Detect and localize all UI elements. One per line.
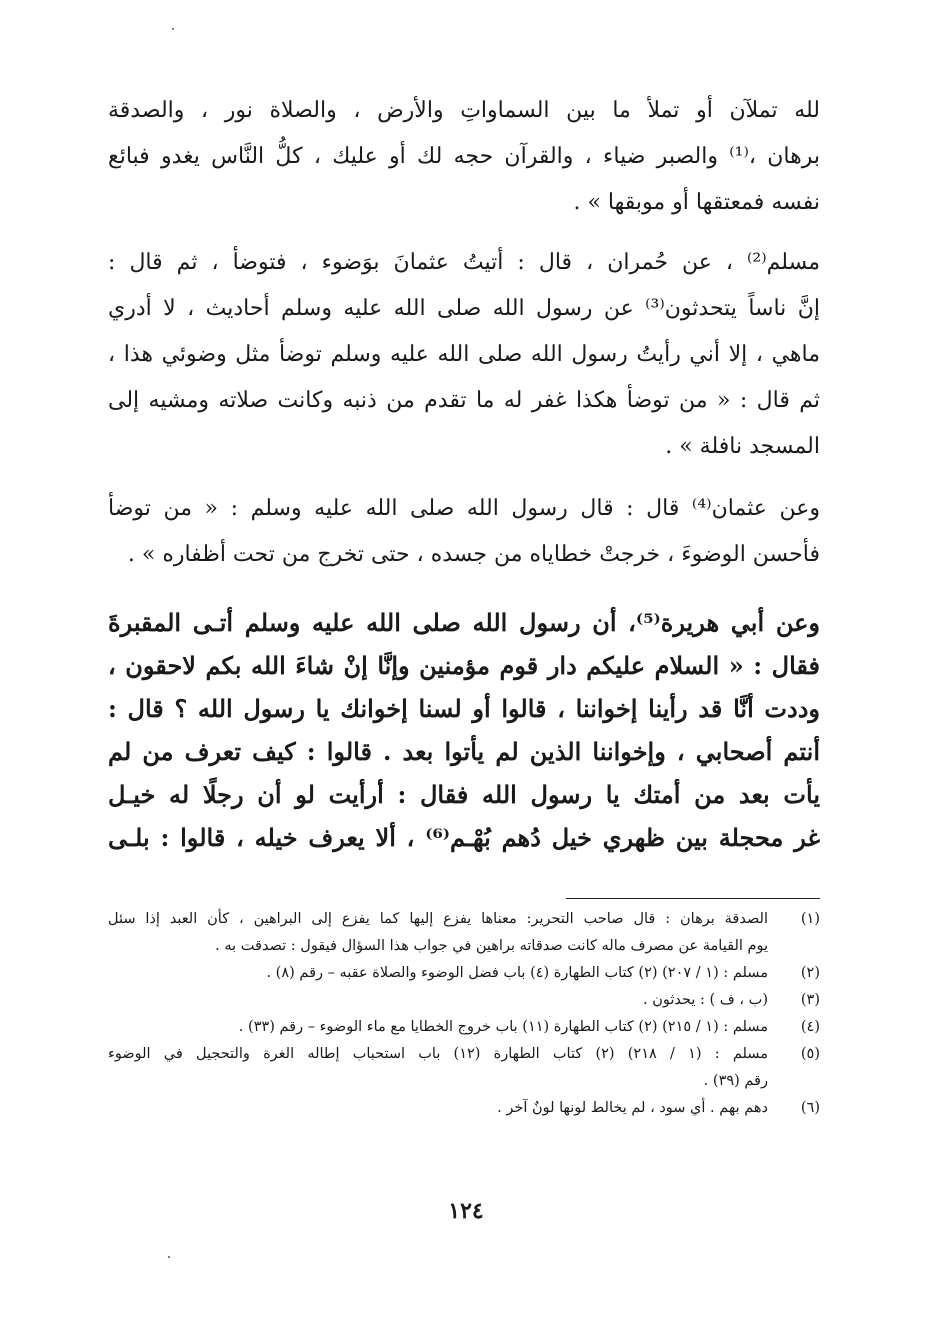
- text-line: مسلم⁽²⁾ ، عن حُمران ، قال : أتيتُ عثمانَ بوَضوء ، فتوضأ ، ثم قال :: [108, 250, 820, 275]
- footnote-5: [108, 1041, 820, 1095]
- footnote-4: [108, 1014, 820, 1041]
- paragraph-2: [108, 240, 820, 470]
- text-line: نفسه فمعتقها أو موبقها » .: [573, 190, 820, 215]
- text-line: إنَّ ناساً يتحدثون⁽³⁾ عن رسول الله صلى الله عليه وسلم أحاديث ، لا أدري: [108, 296, 820, 321]
- footnote-text: يوم القيامة عن مصرف ماله كانت صدقاته براهين في جواب هذا السؤال فيقول : تصدقت به .: [215, 938, 768, 954]
- text-line: ثم قال : « من توضأ هكذا غفر له ما تقدم من ذنبه وكانت صلاته ومشيه إلى: [108, 388, 820, 413]
- paragraph-4: [108, 601, 820, 859]
- text-line: ماهي ، إلا أني رأيتُ رسول الله صلى الله عليه وسلم توضأ مثل وضوئي هذا ،: [108, 342, 820, 367]
- footnote-2: [108, 960, 820, 987]
- footnote-number: (١): [800, 911, 820, 927]
- footnote-divider: [566, 898, 820, 899]
- footnote-text: مسلم : (١ / ٢١٥) (٢) كتاب الطهارة (١١) باب خروج الخطايا مع ماء الوضوء – رقم (٣٣) .: [238, 1019, 768, 1035]
- text-line: برهان ،⁽¹⁾ والصبر ضياء ، والقرآن حجه لك أو عليك ، كلُّ النَّاس يغدو فبائع: [108, 144, 820, 169]
- text-line: لله تملآن أو تملأ ما بين السماواتِ والأرض ، والصلاة نور ، والصدقة: [108, 98, 820, 123]
- footnote-text: مسلم : (١ / ٢٠٧) (٢) كتاب الطهارة (٤) باب فضل الوضوء والصلاة عقبه – رقم (٨) .: [266, 965, 768, 981]
- footnote-number: (٣): [800, 992, 820, 1008]
- footnote-1: [108, 906, 820, 960]
- paragraph-1: [108, 88, 820, 226]
- footnote-6: [108, 1095, 820, 1122]
- footnote-text: (ب ، ف ) : يحدثون .: [642, 992, 768, 1008]
- footnote-number: (٢): [800, 965, 820, 981]
- text-line: غر محجلة بين ظهري خيل دُهم بُهْـم⁽⁶⁾ ، ألا يعرف خيله ، قالوا : بلـى: [108, 823, 820, 852]
- text-line: فأحسن الوضوءَ ، خرجتْ خطاياه من جسده ، حتى تخرج من تحت أظفاره » .: [127, 542, 820, 567]
- footnote-text: مسلم : (١ / ٢١٨) (٢) كتاب الطهارة (١٢) باب استحباب إطاله الغرة والتحجيل في الوضوء: [108, 1046, 768, 1062]
- scan-speck: [168, 1256, 170, 1258]
- footnote-number: (٥): [800, 1046, 820, 1062]
- footnote-text: دهم بهم . أي سود ، لم يخالط لونها لونٌ آخر .: [497, 1100, 768, 1116]
- footnote-text: رقم (٣٩) .: [703, 1073, 768, 1089]
- footnote-number: (٤): [800, 1019, 820, 1035]
- footnotes: [108, 906, 820, 1122]
- scan-speck: [172, 28, 174, 30]
- text-line: المسجد نافلة » .: [665, 434, 820, 459]
- text-line: وددت أنَّا قد رأينا إخواننا ، قالوا أو لسنا إخوانك يا رسول الله ؟ قال :: [108, 694, 820, 723]
- text-line: وعن عثمان⁽⁴⁾ قال : قال رسول الله صلى الله عليه وسلم : « من توضأ: [108, 496, 820, 521]
- footnote-number: (٦): [800, 1100, 820, 1116]
- footnote-text: الصدقة برهان : قال صاحب التحرير: معناها يفزع إليها كما يفزع إلى البراهين ، كأن العبد إذا سئل: [108, 911, 768, 927]
- text-line: أنتم أصحابي ، وإخواننا الذين لم يأتوا بعد . قالوا : كيف تعرف من لم: [108, 737, 820, 766]
- page-number: ١٢٤: [448, 1198, 484, 1224]
- text-line: يأت بعد من أمتك يا رسول الله فقال : أرأيت لو أن رجلًا له خيـل: [108, 780, 820, 809]
- text-line: وعن أبي هريرة⁽⁵⁾، أن رسول الله صلى الله عليه وسلم أتـى المقبرةَ: [108, 608, 820, 637]
- footnote-3: [108, 987, 820, 1014]
- paragraph-3: [108, 486, 820, 578]
- text-line: فقال : « السلام عليكم دار قوم مؤمنين وإنَّا إنْ شاءَ الله بكم لاحقون ،: [108, 651, 820, 680]
